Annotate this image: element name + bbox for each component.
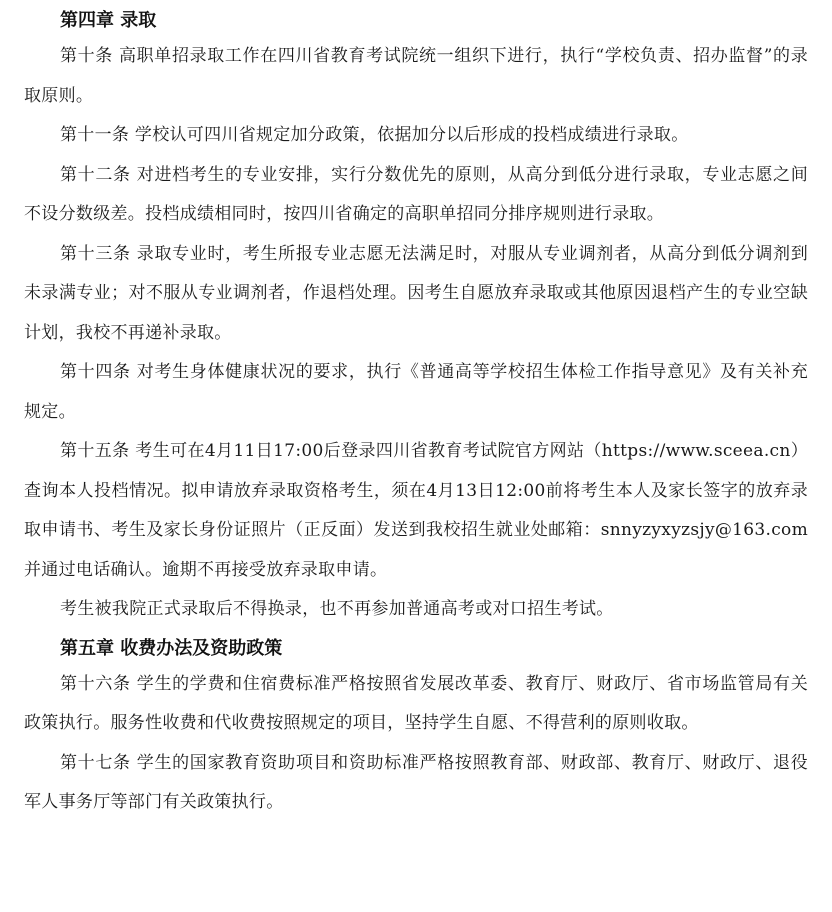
article-12: 第十二条 对进档考生的专业安排，实行分数优先的原则，从高分到低分进行录取，专业志愿之间不设分数级差。投档成绩相同时，按四川省确定的高职单招同分排序规则进行录取。 xyxy=(24,164,808,224)
article-16: 第十六条 学生的学费和住宿费标准严格按照省发展改革委、教育厅、财政厅、省市场监管局有关政策执行。服务性收费和代收费按照规定的项目，坚持学生自愿、不得营利的原则收取。 xyxy=(24,673,808,733)
article-15: 第十五条 考生可在4月11日17:00后登录四川省教育考试院官方网站（https://www.sceea.cn）查询本人投档情况。拟申请放弃录取资格考生，须在4月13日12:00前将考生本人及家长签字的放弃录取申请书、考生及家长身份证照片（正反面）发送到我校招生就业处邮箱：snnyzyxyzsjy@163.com并通过电话确认。逾期不再接受放弃录取申请。 xyxy=(24,441,808,580)
admission-note: 考生被我院正式录取后不得换录，也不再参加普通高考或对口招生考试。 xyxy=(60,599,614,619)
article-10: 第十条 高职单招录取工作在四川省教育考试院统一组织下进行，执行“学校负责、招办监督”的录取原则。 xyxy=(24,46,808,106)
chapter-4-heading: 第四章 录取 xyxy=(60,10,157,31)
chapter-5-heading: 第五章 收费办法及资助政策 xyxy=(60,637,283,659)
article-14: 第十四条 对考生身体健康状况的要求，执行《普通高等学校招生体检工作指导意见》及有关补充规定。 xyxy=(24,362,808,422)
article-11: 第十一条 学校认可四川省规定加分政策，依据加分以后形成的投档成绩进行录取。 xyxy=(60,125,689,145)
article-17: 第十七条 学生的国家教育资助项目和资助标准严格按照教育部、财政部、教育厅、财政厅、退役军人事务厅等部门有关政策执行。 xyxy=(24,752,808,812)
article-13: 第十三条 录取专业时，考生所报专业志愿无法满足时，对服从专业调剂者，从高分到低分调剂到未录满专业；对不服从专业调剂者，作退档处理。因考生自愿放弃录取或其他原因退档产生的专业空缺计划，我校不再递补录取。 xyxy=(24,243,808,343)
